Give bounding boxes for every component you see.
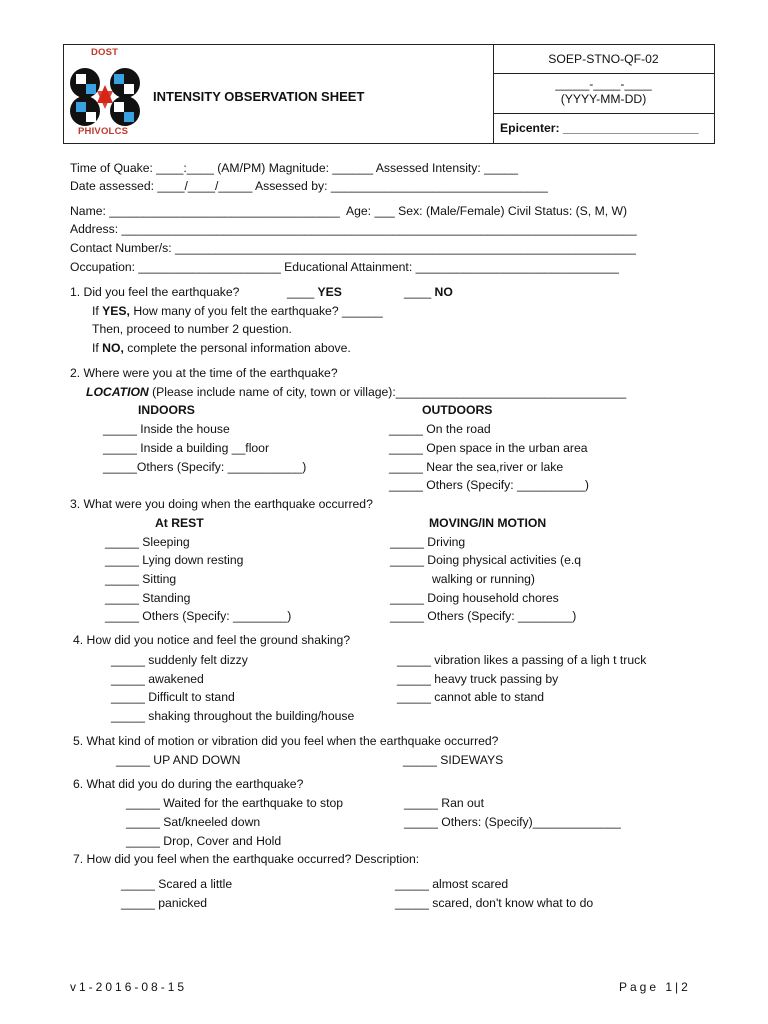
q2-location-field[interactable]: LOCATION (Please include name of city, town or village):__________________________________ — [86, 385, 627, 399]
q3-at-rest-heading: At REST — [155, 516, 204, 530]
q3-option[interactable]: _____ Doing physical activities (e.q — [390, 553, 582, 567]
q2-question: 2. Where were you at the time of the earthquake? — [70, 366, 338, 380]
version-label: v1-2016-08-15 — [70, 980, 188, 994]
q1-no-instruction: If NO, complete the personal information above. — [92, 341, 351, 355]
q3-option[interactable]: _____ Lying down resting — [105, 553, 244, 567]
q2-indoors-heading: INDOORS — [138, 403, 195, 417]
q1-yes-option[interactable] — [287, 285, 342, 300]
q4-option[interactable]: _____ Difficult to stand — [111, 690, 235, 704]
q1-yes-label: YES — [317, 285, 342, 299]
q6-option[interactable]: _____ Ran out — [404, 796, 484, 810]
q3-option[interactable]: _____ Others (Specify: ________) — [390, 609, 577, 623]
q7-option[interactable]: _____ panicked — [121, 896, 208, 910]
q2-option[interactable]: _____ On the road — [389, 422, 491, 436]
q4-option[interactable]: _____ shaking throughout the building/house — [111, 709, 355, 723]
q2-option[interactable]: _____ Others (Specify: __________) — [389, 478, 589, 492]
q3-option-continued: walking or running) — [432, 572, 535, 586]
contact-field[interactable]: Contact Number/s: ____________________________________________________________________ — [70, 241, 636, 255]
q4-option[interactable]: _____ suddenly felt dizzy — [111, 653, 248, 667]
logo-text-bottom: PHIVOLCS — [78, 126, 129, 137]
q7-question: 7. How did you feel when the earthquake occurred? Description: — [73, 852, 420, 866]
q4-option[interactable]: _____ heavy truck passing by — [397, 672, 559, 686]
form-code: SOEP-STNO-QF-02 — [548, 52, 659, 66]
q3-option[interactable]: _____ Others (Specify: ________) — [105, 609, 292, 623]
occupation-field[interactable]: Occupation: _____________________ Educational Attainment: ______________________________ — [70, 260, 619, 274]
q1-proceed-note: Then, proceed to number 2 question. — [92, 322, 292, 336]
date-format-label: (YYYY-MM-DD) — [560, 92, 647, 106]
q1-no-blank: ____ — [404, 285, 432, 299]
q6-option[interactable]: _____ Sat/kneeled down — [126, 815, 261, 829]
q1-no-label: NO — [434, 285, 453, 299]
q1-no-option[interactable] — [404, 285, 453, 300]
name-field[interactable]: Name: __________________________________ — [70, 204, 340, 218]
q1-yes-blank: ____ — [287, 285, 315, 299]
q6-option[interactable]: _____ Drop, Cover and Hold — [126, 834, 282, 848]
q2-option[interactable]: _____ Near the sea,river or lake — [389, 460, 564, 474]
date-assessed-line[interactable]: Date assessed: ____/____/_____ Assessed by: ________________________________ — [70, 179, 548, 193]
q3-option[interactable]: _____ Sitting — [105, 572, 177, 586]
q2-option[interactable]: _____ Inside the house — [103, 422, 230, 436]
epicenter-field[interactable]: Epicenter: ____________________ — [500, 121, 699, 135]
q2-option[interactable]: _____ Open space in the urban area — [389, 441, 588, 455]
q2-outdoors-heading: OUTDOORS — [422, 403, 493, 417]
q3-moving-heading: MOVING/IN MOTION — [429, 516, 547, 530]
q4-option[interactable]: _____ awakened — [111, 672, 204, 686]
q2-option[interactable]: _____ Inside a building __floor — [103, 441, 270, 455]
q5-option[interactable]: _____ SIDEWAYS — [403, 753, 504, 767]
q6-question: 6. What did you do during the earthquake? — [73, 777, 304, 791]
q5-option[interactable]: _____ UP AND DOWN — [116, 753, 241, 767]
q3-option[interactable]: _____ Standing — [105, 591, 191, 605]
quake-time-line[interactable]: Time of Quake: ____:____ (AM/PM) Magnitude: ______ Assessed Intensity: _____ — [70, 161, 519, 175]
q3-option[interactable]: _____ Sleeping — [105, 535, 190, 549]
q1-yes-instruction: If YES, How many of you felt the earthquake? ______ — [92, 304, 383, 318]
q7-option[interactable]: _____ scared, don't know what to do — [395, 896, 594, 910]
q6-option[interactable]: _____ Others: (Specify)_____________ — [404, 815, 621, 829]
address-field[interactable]: Address: ____________________________________________________________________________ — [70, 222, 637, 236]
q2-option[interactable]: _____Others (Specify: ___________) — [103, 460, 307, 474]
age-sex-status-field[interactable]: Age: ___ Sex: (Male/Female) Civil Status: (S, M, W) — [346, 204, 628, 218]
q5-question: 5. What kind of motion or vibration did you feel when the earthquake occurred? — [73, 734, 499, 748]
date-field[interactable]: _____-____-____ — [555, 77, 652, 91]
q3-option[interactable]: _____ Driving — [390, 535, 466, 549]
q1-question: 1. Did you feel the earthquake? — [70, 285, 240, 299]
logo-text-top: DOST — [91, 47, 119, 58]
q4-option[interactable]: _____ vibration likes a passing of a ligh t truck — [397, 653, 647, 667]
q7-option[interactable]: _____ Scared a little — [121, 877, 233, 891]
q4-question: 4. How did you notice and feel the ground shaking? — [73, 633, 351, 647]
q3-question: 3. What were you doing when the earthquake occurred? — [70, 497, 373, 511]
q6-option[interactable]: _____ Waited for the earthquake to stop — [126, 796, 344, 810]
q4-option[interactable]: _____ cannot able to stand — [397, 690, 545, 704]
page-number: Page 1|2 — [619, 980, 691, 994]
q3-option[interactable]: _____ Doing household chores — [390, 591, 559, 605]
q7-option[interactable]: _____ almost scared — [395, 877, 509, 891]
page-title: INTENSITY OBSERVATION SHEET — [153, 89, 365, 104]
form-header — [63, 44, 715, 144]
